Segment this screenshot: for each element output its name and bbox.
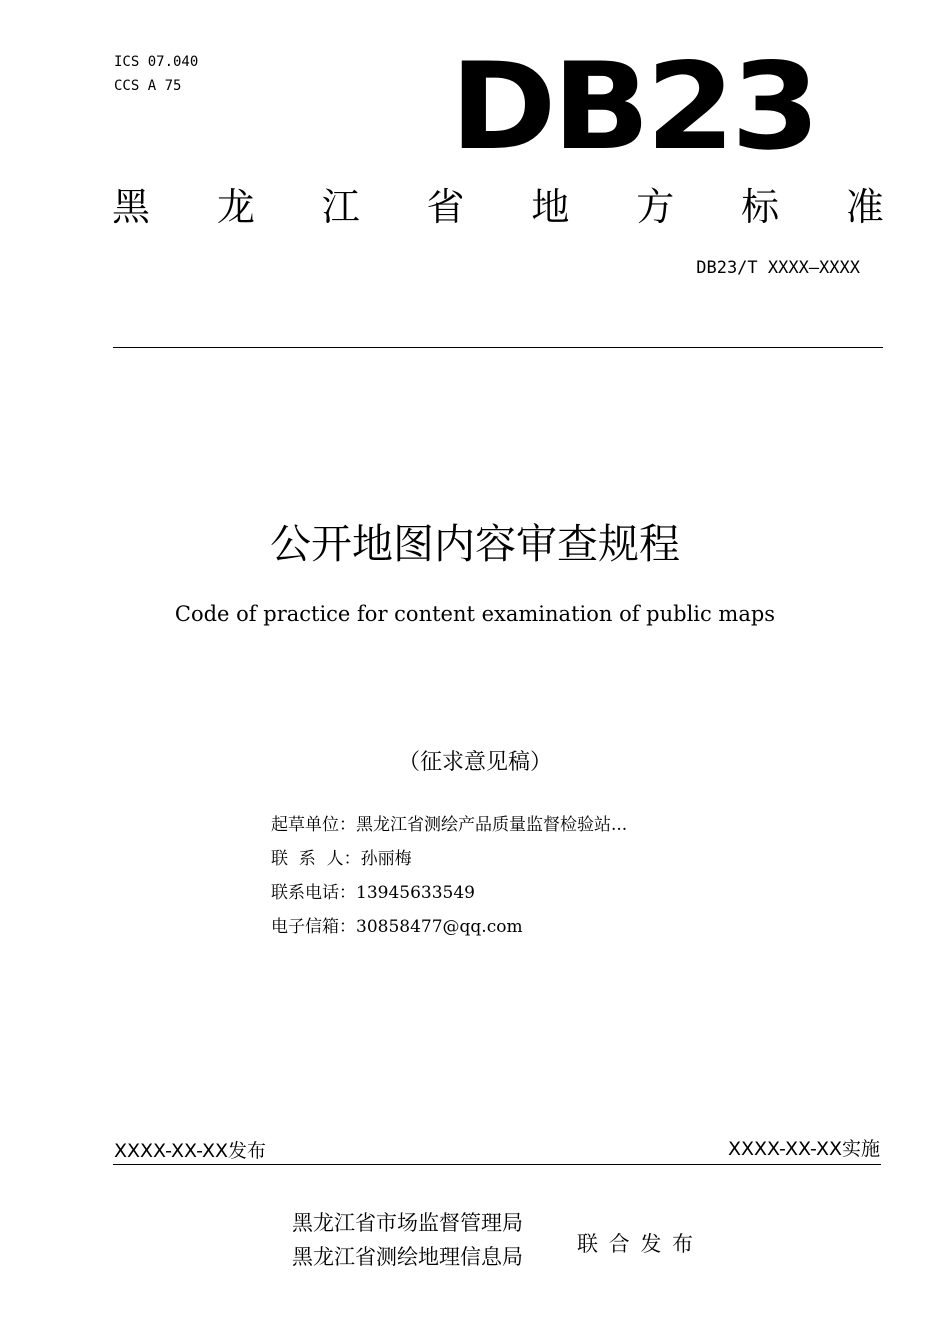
- classification-codes: [114, 50, 198, 98]
- title-chinese: 公开地图内容审查规程: [270, 520, 680, 568]
- top-divider: [113, 347, 883, 348]
- draft-note: （征求意见稿）: [397, 750, 552, 775]
- ics-code: ICS 07.040: [114, 54, 199, 70]
- issue-date: XXXX-XX-XX发布: [114, 1140, 267, 1162]
- standard-type-char: 地: [531, 185, 570, 229]
- publisher-name: 黑龙江省测绘地理信息局: [292, 1245, 523, 1269]
- standard-type-char: 准: [845, 185, 884, 229]
- standard-number: DB23/T XXXX—XXXX: [696, 258, 860, 278]
- logo-text: DB23: [450, 58, 816, 150]
- contact-info: [271, 808, 627, 944]
- title-english: Code of practice for content examination of public maps: [174, 602, 776, 626]
- ccs-code: CCS A 75: [114, 78, 182, 94]
- standard-type-char: 标: [741, 185, 780, 229]
- db23-logo: [450, 58, 818, 150]
- contact-person: 联 系 人：孙丽梅: [271, 849, 412, 869]
- implementation-date: XXXX-XX-XX实施: [727, 1138, 880, 1160]
- standard-type-char: 黑: [112, 185, 151, 229]
- standard-type: [112, 182, 884, 232]
- contact-email: 电子信箱：30858477@qq.com: [271, 917, 523, 937]
- standard-type-char: 省: [426, 185, 465, 229]
- contact-phone: 联系电话：13945633549: [271, 883, 475, 903]
- drafting-unit: 起草单位：黑龙江省测绘产品质量监督检验站...: [271, 815, 628, 835]
- standard-type-char: 龙: [216, 185, 255, 229]
- bottom-divider: [113, 1164, 881, 1165]
- standard-type-char: 江: [321, 185, 360, 229]
- publishers: [292, 1206, 523, 1274]
- joint-release-label: 联 合 发 布: [577, 1232, 696, 1256]
- publisher-name: 黑龙江省市场监督管理局: [292, 1211, 523, 1235]
- standard-type-char: 方: [636, 185, 675, 229]
